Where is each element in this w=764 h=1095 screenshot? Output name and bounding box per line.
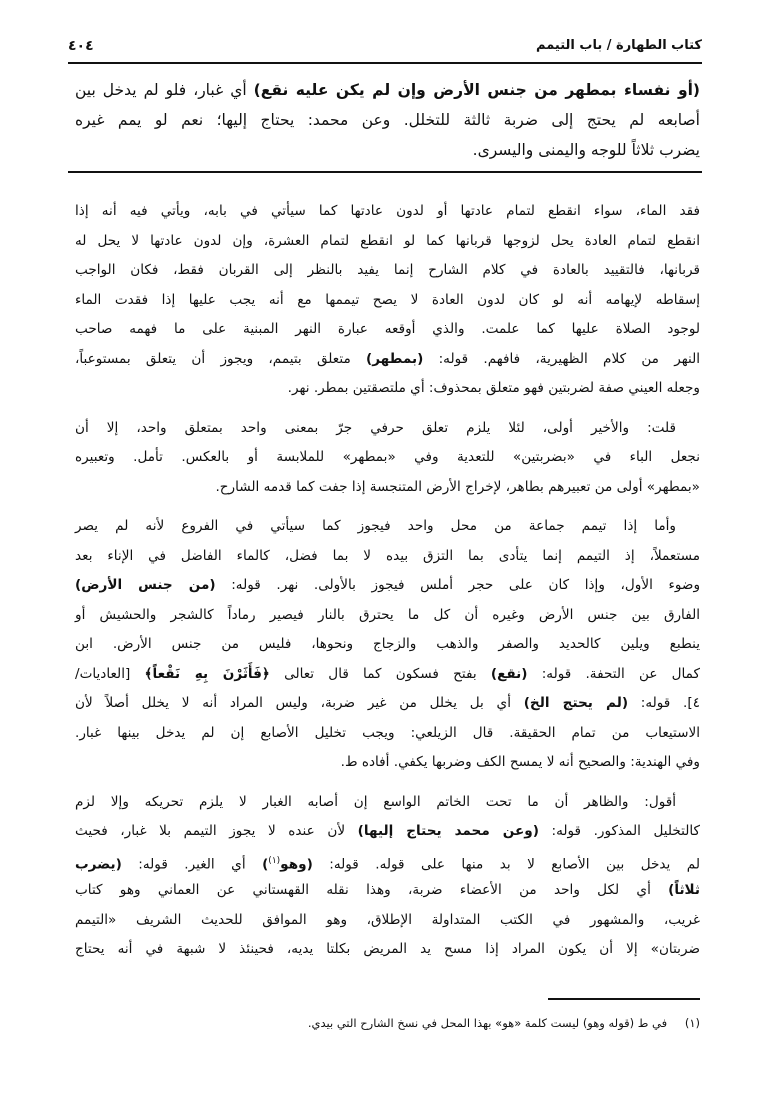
text-segment: ينطبع ويلين كالحديد والصفر والذهب والزجاج ونحوها، فليس من جنس الأرض. ابن [75,636,700,652]
text-line [75,906,700,936]
text-line [75,876,700,906]
text-segment: أي بل يخلل من غير ضربة، وليس المراد أنه لا يخلل أصلاً لأن [75,695,524,711]
quoted-term: (وهو [280,856,313,873]
text-segment: الاستيعاب من تمام الحقيقة. قال الزيلعي: ويجب تخليل الأصابع إن لم يدخل بينها غبار. [75,724,700,741]
text-line [75,473,700,503]
paragraph [75,512,700,778]
text-segment: لوجود الصلاة عليها كما علمت. والذي أوقعه عبارة النهر المبنية على ما فهمه صاحب [75,321,700,337]
quoted-term: (أو نفساء بمطهر من جنس الأرض وإن لم يكن عليه نقع) [253,81,700,99]
text-segment: قربانها، فالتقييد بالعادة في كلام الشارح إنما يفيد بالنظر إلى القربان فقط، فكان الواجب [75,262,700,278]
text-line [75,197,700,227]
text-segment: وأما إذا تيمم جماعة من محل واحد فيجوز كما سيأتي في الفروع لأنه لم يصر [75,518,676,534]
text-segment: قلت: والأخير أولى، لئلا يلزم تعلق حرفي جرّ بمعنى واحد بمتعلق واحد، إلا أن [75,419,676,436]
text-line [75,345,700,375]
paragraph [75,414,700,503]
text-segment: الفارق بين جنس الأرض وغيره أن كل ما يحترق بالنار فيصير رماداً كالشجر والحشيش أو [75,606,700,623]
quoted-term: (نقع) [490,665,528,682]
text-line [75,315,700,345]
text-segment: لأن عنده لا يجوز التيمم بلا غبار، فحيث [75,823,358,839]
quoted-term: (لم يحتج الخ) [523,695,629,711]
header-rule [68,62,702,64]
text-line [75,748,700,778]
text-line [75,601,700,631]
text-segment: نجعل الباء في «بضربتين» للتعدية وفي «بمطهر» للملابسة أو بالعكس. تأمل. وتعبيره [75,449,700,465]
footnote-marker: (١) [268,855,281,866]
quoted-term: (يضرب [75,856,122,873]
quoted-term: (بمطهر) [366,350,424,367]
text-segment: غريب، والمشهور في الكتب المتداولة الإطلاق، وهو الموافق للحديث الشريف «التيمم [75,911,700,928]
text-line [75,660,700,690]
text-line [75,817,700,847]
text-line [75,571,700,601]
text-segment: أصابعه لم يحتج إلى ضربة ثالثة للتخلل. وعن محمد: يحتاج إليها؛ نعم لو يمم غيره [75,111,700,129]
text-segment: ضربتان» إلا أن يكون المراد إذا مسح يد المريض بكلتا يديه، فحينئذ لا شبهة في أنه يحتاج [75,941,700,957]
footnote [308,1016,700,1030]
quoted-term: ثلاثاً) [668,882,700,898]
text-segment: بفتح فسكون كما قال تعالى [269,665,491,682]
text-segment: متعلق بتيمم، ويجوز أن يتعلق بمستوعباً، [75,350,366,367]
text-segment: مستعملاً، إذ التيمم إنما يتأدى بما التزق بيده لا بما فضل، كالماء الفاضل في الإناء بعد [75,547,700,564]
text-segment: أي الغير. قوله: [121,856,263,873]
matn-separator-rule [68,171,702,173]
matn-line [75,135,700,165]
text-segment: «بمطهر» أولى من تعبيرهم بطاهر، لإخراج الأرض المتنجسة إذا جفت كما قدمه الشارح. [215,478,700,495]
text-line [75,542,700,572]
text-segment: وضوء الأول، وإذا كان على حجر أملس فيجوز بالأولى. نهر. قوله: [215,577,701,593]
text-segment: أي غبار، فلو لم يدخل بين [75,81,254,99]
footnote-text: في ط (قوله وهو) ليست كلمة «هو» بهذا المحل في نسخ الشارح التي بيدي. [307,1016,668,1030]
text-line [75,286,700,316]
text-segment: كالتخليل المذكور. قوله: [538,823,701,839]
text-segment: وفي الهندية: والصحيح أنه لا يمسح الكف وضربها يكفي. أفاده ط. [340,754,700,770]
footnote-rule [548,998,700,1000]
matn-line [75,105,700,135]
text-line [75,512,700,542]
text-segment: فقد الماء، سواء انقطع لتمام عادتها أو لدون عادتها كما سيأتي في بابه، ويأتي فيه أنه إذا [75,203,700,219]
text-line [75,689,700,719]
quoted-term: (من جنس الأرض) [75,577,216,593]
text-segment: أي لكل واحد من الأعضاء ضربة، وهذا نقله القهستاني عن العماني وهو كتاب [75,882,669,898]
text-line [75,847,700,877]
matn-text [75,75,700,165]
quoted-term: ﴿فَأَثَرْنَ بِهِ نَقْعاً﴾ [144,665,270,682]
text-line [75,414,700,444]
text-line [75,719,700,749]
text-line [75,443,700,473]
running-header [68,38,702,60]
text-line [75,374,700,404]
text-segment: إسقاطه لإيهامه أنه لو كان لدون العادة لا يصح تيممها مع أنه يجب عليها إذا فقدت الماء [75,291,700,308]
paragraph [75,788,700,965]
text-segment: كمال عن التحفة. قوله: [527,665,701,682]
text-segment: وجعله العيني صفة لضربتين فهو متعلق بمحذوف: أي ملتصقتين بمطر. نهر. [287,380,700,396]
text-segment: لم يدخل بين الأصابع لا بد منها على قوله. قوله: [312,856,700,873]
footnote-number: (١) [684,1016,700,1030]
text-segment: انقطع لتمام العادة يحل لزوجها قربانها كما لو انقطع لتمام العشرة، وإن لدون عادتها لا يحل له [75,232,700,249]
matn-line [75,75,700,105]
text-segment: ٤]. قوله: [628,695,700,711]
text-line [75,630,700,660]
text-segment: يضرب ثلاثاً للوجه واليمنى واليسرى. [472,141,700,159]
commentary-text [75,197,700,965]
text-line [75,227,700,257]
text-segment: النهر من كلام الظهيرية، فافهم. قوله: [423,350,700,367]
quoted-term: ) [262,856,269,873]
text-segment: أقول: والظاهر أن ما تحت الخاتم الواسع إن أصابه الغبار لا يلزم تحريكه وإلا لزم [75,793,676,810]
page-number: ٤٠٤ [68,38,94,54]
paragraph [75,197,700,404]
chapter-title: كتاب الطهارة / باب التيمم [536,38,702,53]
text-segment: [العاديات/ [75,665,145,682]
text-line [75,788,700,818]
text-line [75,935,700,965]
text-line [75,256,700,286]
quoted-term: (وعن محمد يحتاج إليها) [357,823,539,839]
